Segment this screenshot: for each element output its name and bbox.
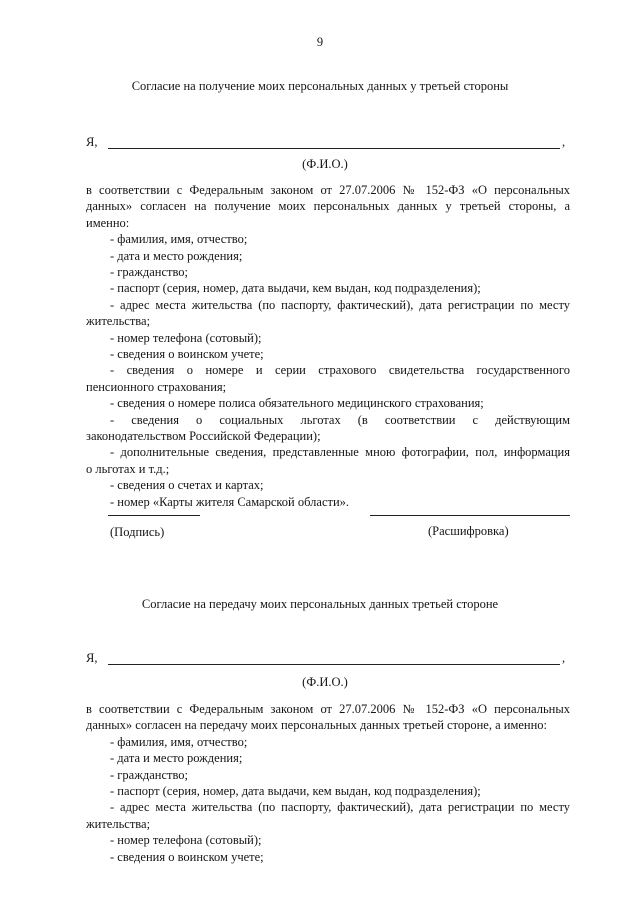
- list-item: - фамилия, имя, отчество;: [110, 232, 248, 247]
- list-item: жительства;: [86, 816, 151, 831]
- section2-fio-caption: (Ф.И.О.): [302, 675, 348, 689]
- list-item: - дата и место рождения;: [110, 751, 243, 766]
- list-item: - фамилия, имя, отчество;: [110, 734, 248, 749]
- section1-ya-label: Я,: [86, 135, 98, 149]
- signature-line[interactable]: [108, 515, 200, 516]
- list-item: - гражданство;: [110, 265, 188, 279]
- list-item: о льготах и т.д.;: [86, 461, 170, 476]
- list-item: - сведения о номере и серии страхового свидетельства государственного: [110, 363, 570, 378]
- signature-label: (Подпись): [110, 525, 165, 539]
- section1-title: Согласие на получение моих персональных данных у третьей стороны: [131, 79, 509, 93]
- list-item: пенсионного страхования;: [86, 379, 227, 394]
- intro-line: в соответствии с Федеральным законом от 27.07.2006 № 152-ФЗ «О персональных: [86, 702, 570, 716]
- list-item: законодательством Российской Федерации);: [86, 429, 321, 443]
- list-item: - номер телефона (сотовый);: [110, 833, 262, 848]
- list-item: - сведения о счетах и картах;: [110, 478, 264, 493]
- list-item: - сведения о воинском учете;: [110, 849, 264, 864]
- list-item: - паспорт (серия, номер, дата выдачи, кем выдан, код подразделения);: [110, 281, 481, 296]
- page-number: 9: [316, 35, 324, 49]
- intro-line: данных» согласен на передачу моих персональных данных третьей стороне, а именно:: [86, 718, 548, 733]
- list-item: - паспорт (серия, номер, дата выдачи, кем выдан, код подразделения);: [110, 784, 481, 798]
- section1-fio-comma: ,: [562, 135, 566, 149]
- intro-line: данных» согласен на получение моих персональных данных у третьей стороны, а: [86, 199, 570, 214]
- section2-fio-line[interactable]: [108, 664, 560, 665]
- section1-fio-line[interactable]: [108, 148, 560, 149]
- list-item: - сведения о воинском учете;: [110, 347, 264, 361]
- list-item: - адрес места жительства (по паспорту, фактический), дата регистрации по месту: [110, 800, 570, 815]
- list-item: - дата и место рождения;: [110, 248, 243, 263]
- section2-title: Согласие на передачу моих персональных данных третьей стороне: [141, 597, 499, 611]
- decoding-line[interactable]: [370, 515, 570, 516]
- section2-ya-label: Я,: [86, 651, 98, 665]
- intro-line: именно:: [86, 215, 130, 230]
- section2-fio-comma: ,: [562, 651, 566, 665]
- list-item: - номер «Карты жителя Самарской области».: [110, 494, 350, 509]
- section1-fio-caption: (Ф.И.О.): [302, 157, 348, 171]
- decoding-label: (Расшифровка): [428, 524, 509, 538]
- list-item: жительства;: [86, 314, 151, 329]
- list-item: - сведения о социальных льготах (в соответствии с действующим: [110, 412, 570, 427]
- list-item: - сведения о номере полиса обязательного медицинского страхования;: [110, 396, 484, 411]
- list-item: - адрес места жительства (по паспорту, фактический), дата регистрации по месту: [110, 297, 570, 312]
- list-item: - номер телефона (сотовый);: [110, 330, 262, 345]
- list-item: - дополнительные сведения, представленные мною фотографии, пол, информация: [110, 445, 570, 460]
- list-item: - гражданство;: [110, 767, 188, 782]
- intro-line: в соответствии с Федеральным законом от 27.07.2006 № 152-ФЗ «О персональных: [86, 183, 570, 197]
